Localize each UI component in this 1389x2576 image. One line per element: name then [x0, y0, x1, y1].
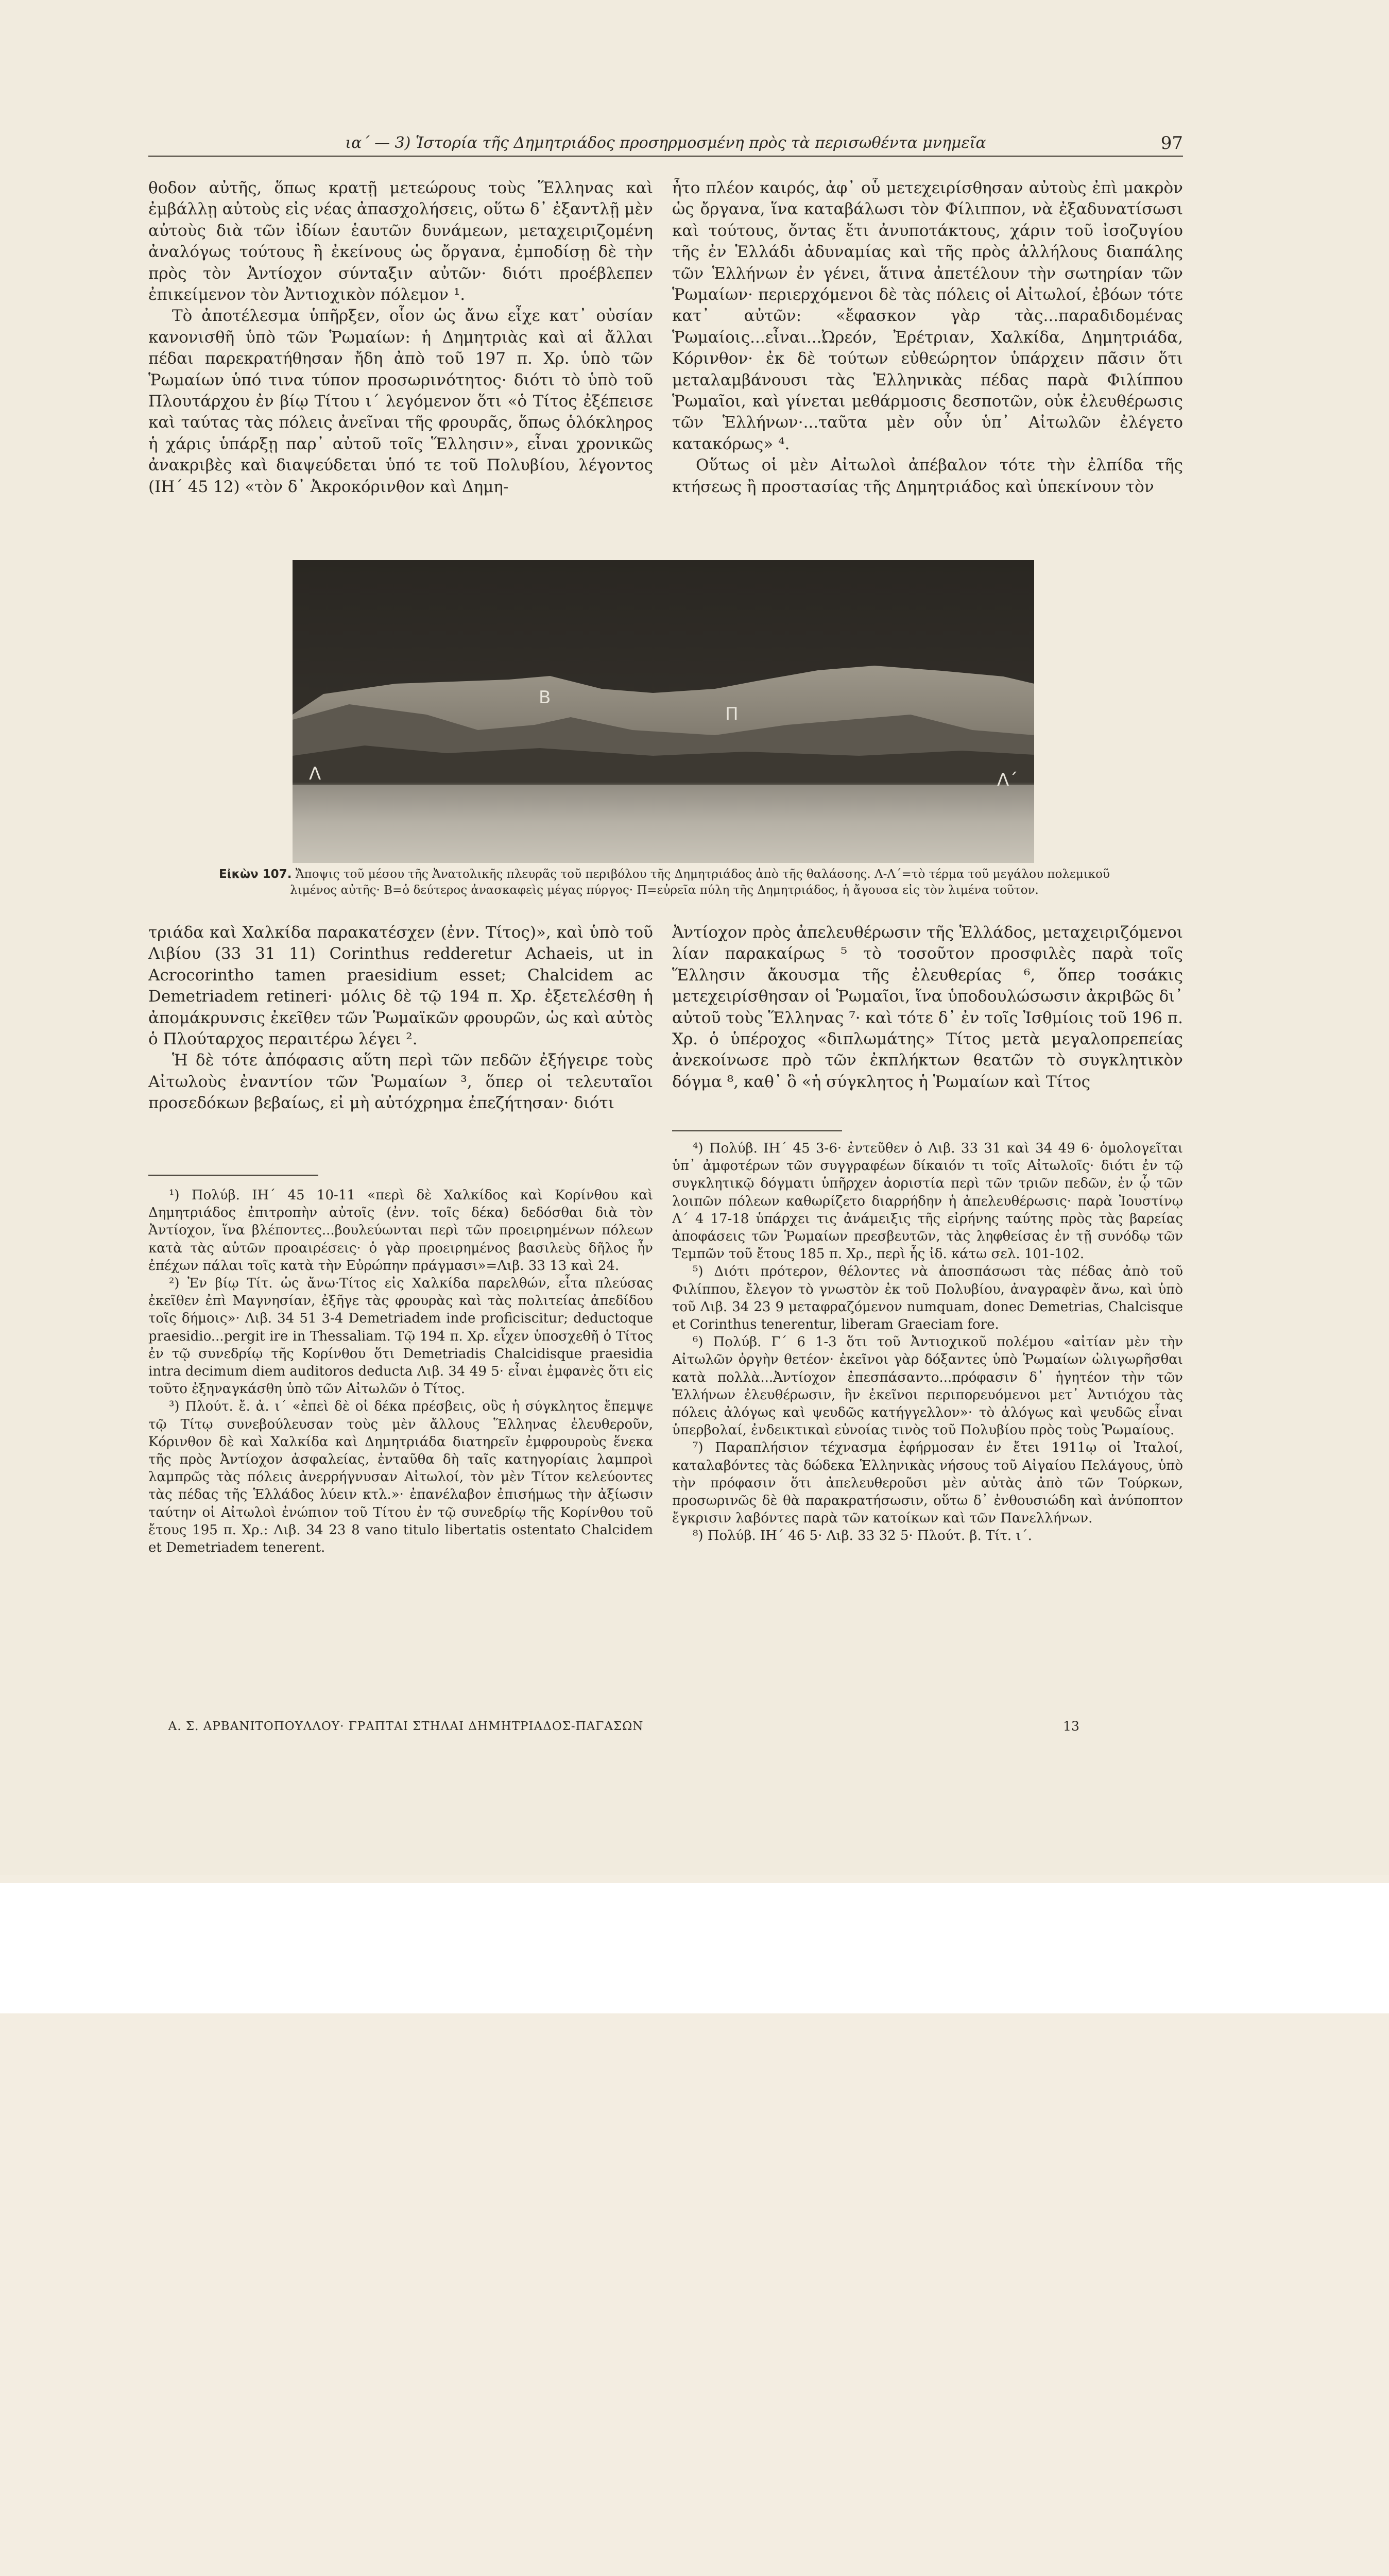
footnote: ⁴) Πολύβ. ΙΗ΄ 45 3-6· ἐντεῦθεν ὁ Λιβ. 33 31 καὶ 34 49 6· ὁμολογεῖται ὑπ᾽ ἀμφοτέρων τῶν συγγραφέων δίκαιόν τι τοῖς Αἰτωλοῖς· διότι ἐν τῷ συγκλητικῷ δόγματι ὑπῆρχεν ἀοριστία περὶ τῶν τριῶν πεδῶν, ἐν ᾧ τῶν λοιπῶν πόλεων καθωρίζετο διαρρήδην ἡ ἀπελευθέρωσις· παρὰ Ἰουστίνῳ Λ΄ 4 17-18 ὑπάρχει τις ἀνάμειξις τῆς εἰρήνης ταύτης πρὸς τὰς βαρείας ἀποφάσεις τῶν Ῥωμαίων πρεσβευτῶν, τὰς ληφθείσας ἐν τῇ συνόδῳ τῶν Τεμπῶν τοῦ ἔτους 185 π. Χρ., περὶ ἧς ἰδ. κάτω σελ. 101-102.	[672, 1141, 1183, 1262]
right-column-lower	[672, 922, 1183, 1128]
caption-label: Εἰκὼν 107.	[219, 868, 292, 881]
right-column-top	[672, 178, 1183, 559]
photo-water	[293, 783, 1034, 863]
paragraph: Οὕτως οἱ μὲν Αἰτωλοὶ ἀπέβαλον τότε τὴν ἐλπίδα τῆς κτήσεως ἢ προστασίας τῆς Δημητριάδος καὶ ὑπεκίνουν τὸν	[672, 456, 1183, 496]
footnote: ¹) Πολύβ. ΙΗ΄ 45 10-11 «περὶ δὲ Χαλκίδος καὶ Κορίνθου καὶ Δημητριάδος ἐπιτροπὴν αὐτοῖς (ἐνν. τοῖς δέκα) δεδόσθαι διὰ τὸν Ἀντίοχον, ἵνα βλέποντες...βουλεύωνται περὶ τῶν προειρημένων πόλεων κατὰ τὰς αὑτῶν προαιρέσεις· ὁ γὰρ προειρημένος βασιλεὺς δῆλος ἦν ἐπέχων πάλαι τοῖς κατὰ τὴν Εὐρώπην πράγμασι»=Λιβ. 33 13 καὶ 24.	[148, 1188, 653, 1274]
running-head: ια΄ — 3) Ἱστορία τῆς Δημητριάδος προσηρμοσμένη πρὸς τὰ περισωθέντα μνημεῖα	[345, 134, 986, 152]
left-column-lower	[148, 922, 653, 1149]
footnote-rule-right	[672, 1130, 842, 1131]
figure-photograph	[293, 560, 1034, 863]
footnote: ⁵) Διότι πρότερον, θέλοντες νὰ ἀποσπάσωσι τὰς πέδας ἀπὸ τοῦ Φιλίππου, ἔλεγον τὸ γνωστὸν ἐκ τοῦ Πολυβίου, ἀναγραφὲν ἄνω, καὶ ὑπὸ τοῦ Λιβ. 34 23 9 μεταφραζόμενον numquam, donec Demetrias, Chalcisque et Corinthus tenerentur, liberam Graeciam fore.	[672, 1264, 1183, 1333]
harbor-photo-svg	[293, 560, 1034, 863]
paragraph: Ἀντίοχον πρὸς ἀπελευθέρωσιν τῆς Ἑλλάδος, μεταχειριζόμενοι λίαν παρακαίρως ⁵ τὸ τοσοῦτον προσφιλὲς παρὰ τοῖς Ἕλλησιν ἄκουσμα τῆς ἐλευθερίας ⁶, ὅπερ τοσάκις μετεχειρίσθησαν οἱ Ῥωμαῖοι, ἵνα ὑποδουλώσωσιν ἀκριβῶς δι᾽ αὐτοῦ τοὺς Ἕλληνας ⁷· καὶ τότε δ᾽ ἐν τοῖς Ἰσθμίοις τοῦ 196 π. Χρ. ὁ ὑπέροχος «διπλωμάτης» Τίτος μετὰ μεγαλοπρεπείας ἀνεκοίνωσε πρὸ τῶν ἐκπλήκτων θεατῶν τὸ συγκλητικὸν δόγμα ⁸, καθ᾽ ὃ «ἡ σύγκλητος ἡ Ῥωμαίων καὶ Τίτος	[672, 923, 1183, 1091]
left-column-top	[148, 178, 653, 559]
footnotes-left	[148, 1187, 653, 1712]
paragraph: ἦτο πλέον καιρός, ἀφ᾽ οὗ μετεχειρίσθησαν αὐτοὺς ἐπὶ μακρὸν ὡς ὄργανα, ἵνα καταβάλωσι τὸν Φίλιππον, νὰ ἐξαδυνατίσωσι καὶ τούτους, ὄντας ἔτι ἀνυποτάκτους, χάριν τοῦ ἰσοζυγίου τῆς ἐν Ἑλλάδι ἀδυναμίας καὶ τῆς πρὸς ἀλλήλους διαπάλης τῶν Ἑλλήνων ἐν γένει, ἅτινα ἀπετέλουν τὴν σωτηρίαν τῶν Ῥωμαίων· περιερχόμενοι δὲ τὰς πόλεις οἱ Αἰτωλοί, ἐβόων τότε κατ᾽ αὐτῶν: «ἔφασκον γὰρ τὰς...παραδιδομένας Ῥωμαίοις...εἶναι...Ὠρεόν, Ἐρέτριαν, Χαλκίδα, Δημητριάδα, Κόρινθον· ἐκ δὲ τούτων εὐθεώρητον ὑπάρχειν πᾶσιν ὅτι μεταλαμβάνουσι τὰς Ἑλληνικὰς πέδας παρὰ Φιλίππου Ῥωμαῖοι, καὶ γίνεται μεθάρμοσις δεσποτῶν, οὐκ ἐλευθέρωσις τῶν Ἑλλήνων·...ταῦτα μὲν οὖν ὑπ᾽ Αἰτωλῶν ἐλέγετο κατακόρως» ⁴.	[672, 179, 1183, 453]
digitization-footer-bar	[0, 1883, 1389, 2013]
footnote: ³) Πλούτ. ἔ. ἀ. ι΄ «ἐπεὶ δὲ οἱ δέκα πρέσβεις, οὓς ἡ σύγκλητος ἔπεμψε τῷ Τίτῳ συνεβούλευσαν τοὺς μὲν ἄλλους Ἕλληνας ἐλευθεροῦν, Κόρινθον δὲ καὶ Χαλκίδα καὶ Δημητριάδα διατηρεῖν ἐμφρουροὺς ἕνεκα τῆς πρὸς Ἀντίοχον ἀσφαλείας, ἐνταῦθα δὴ ταῖς κατηγορίαις λαμπροὶ λαμπρῶς τὰς πόλεις ἀνερρήγνυσαν Αἰτωλοί, τὸν μὲν Τίτον κελεύοντες τὰς πέδας τῆς Ἑλλάδος λύειν κτλ.»· ἐπανέλαβον ἐπισήμως τὴν ἀξίωσιν ταύτην οἱ Αἰτωλοὶ ἐνώπιον τοῦ Τίτου ἐν τῷ συνεδρίῳ τῆς Κορίνθου τοῦ ἔτους 195 π. Χρ.: Λιβ. 34 23 8 vano titulo libertatis ostentato Chalcidem et Demetriadem tenerent.	[148, 1399, 653, 1556]
footnotes-right	[672, 1140, 1183, 1732]
footnote: ²) Ἐν βίῳ Τίτ. ὡς ἄνω·Τίτος εἰς Χαλκίδα παρελθών, εἶτα πλεύσας ἐκεῖθεν ἐπὶ Μαγνησίαν, ἐξῆγε τὰς φρουρὰς καὶ τὰς πολιτείας ἀπεδίδου τοῖς δήμοις»· Λιβ. 34 51 3-4 Demetriadem inde proficiscitur; deductoque praesidio...pergit ire in Thessaliam. Τῷ 194 π. Χρ. εἶχεν ὑποσχεθῆ ὁ Τίτος ἐν τῷ συνεδρίῳ τῆς Κορίνθου ὅτι Demetriadis Chalcidisque praesidia intra decimum diem auditoros deducta Λιβ. 34 49 5· εἶναι ἐμφανὲς ὅτι εἰς τοῦτο ἐξηναγκάσθη ὑπὸ τῶν Αἰτωλῶν ὁ Τίτος.	[148, 1276, 653, 1397]
page-number: 97	[1160, 133, 1183, 154]
paragraph: Τὸ ἀποτέλεσμα ὑπῆρξεν, οἷον ὡς ἄνω εἶχε κατ᾽ οὐσίαν κανονισθῆ ὑπὸ τῶν Ῥωμαίων: ἡ Δημητριὰς καὶ αἱ ἄλλαι πέδαι παρεκρατήθησαν ἤδη ἀπὸ τοῦ 197 π. Χρ. ὑπὸ τῶν Ῥωμαίων ὑπό τινα τύπον προσωρινότητος· διότι τὸ ὑπὸ τοῦ Πλουτάρχου ἐν βίῳ Τίτου ι΄ λεγόμενον ὅτι «ὁ Τίτος ἐξέπεισε καὶ ταύτας τὰς πόλεις ἀνεῖναι τῆς φρουρᾶς, ὅπως ὁλόκληρος ἡ χάρις ὑπάρξῃ παρ᾽ αὐτοῦ τοῖς Ἕλλησιν», εἶναι χρονικῶς ἀνακριβὲς καὶ διαψεύδεται ὑπό τε τοῦ Πολυβίου, λέγοντος (ΙΗ΄ 45 12) «τὸν δ᾽ Ἀκροκόρινθον καὶ Δημη-	[148, 307, 653, 496]
label-harbor-start: Λ	[309, 764, 321, 784]
footnote: ⁷) Παραπλήσιον τέχνασμα ἐφήρμοσαν ἐν ἔτει 1911ῳ οἱ Ἰταλοί, καταλαβόντες τὰς δώδεκα Ἑλληνικὰς νήσους τοῦ Αἰγαίου Πελάγους, ὑπὸ τὴν πρόφασιν ὅτι ἀπελευθεροῦσι μὲν αὐτὰς ἀπὸ τῶν Τούρκων, προσωρινῶς δὲ θὰ παρακρατήσωσιν, οὕτω δ᾽ ἐνθουσιώδη καὶ ἀνύποπτον ἔγκρισιν λαβόντες παρὰ τῶν κατοίκων καὶ τῶν Πανελλήνων.	[672, 1440, 1183, 1527]
paragraph: θοδον αὐτῆς, ὅπως κρατῇ μετεώρους τοὺς Ἕλληνας καὶ ἐμβάλλῃ αὐτοὺς εἰς νέας ἀπασχολήσεις, οὕτω δ᾽ ἐξαντλῇ μὲν αὐτοὺς διὰ τῶν ἰδίων ἑαυτῶν δυνάμεων, μεταχειριζομένη ἀναλόγως τούτους ἢ ἐκείνους ὡς ὄργανα, ἐμποδίσῃ δὲ τὴν πρὸς τὸν Ἀντίοχον σύνταξιν αὐτῶν· διότι προέβλεπεν ἐπικείμενον τὸν Ἀντιοχικὸν πόλεμον ¹.	[148, 179, 653, 304]
caption-text: Ἄποψις τοῦ μέσου τῆς Ἀνατολικῆς πλευρᾶς τοῦ περιβόλου τῆς Δημητριάδος ἀπὸ τῆς θαλάσσης. Λ-Λ΄=τὸ τέρμα τοῦ μεγάλου πολεμικοῦ λιμένος αὐτῆς· Β=ὁ δεύτερος ἀνασκαφεὶς μέγας πύργος· Π=εὐρεῖα πύλη τῆς Δημητριάδος, ἡ ἄγουσα εἰς τὸν λιμένα τοῦτον.	[290, 868, 1110, 897]
paragraph: τριάδα καὶ Χαλκίδα παρακατέσχεν (ἐνν. Τίτος)», καὶ ὑπὸ τοῦ Λιβίου (33 31 11) Corinthus redderetur Achaeis, ut in Acrocorintho tamen praesidium esset; Chalcidem ac Demetriadem retineri· μόλις δὲ τῷ 194 π. Χρ. ἐξετελέσθη ἡ ἀπομάκρυνσις ἐκεῖθεν τῶν Ῥωμαϊκῶν φρουρῶν, ὡς καὶ αὐτὸς ὁ Πλούταρχος περαιτέρω λέγει ².	[148, 923, 653, 1049]
publication-signature: Α. Σ. ΑΡΒΑΝΙΤΟΠΟΥΛΛΟΥ· ΓΡΑΠΤΑΙ ΣΤΗΛΑΙ ΔΗΜΗΤΡΙΑΔΟΣ-ΠΑΓΑΣΩΝ	[168, 1720, 644, 1733]
sheet-number: 13	[1063, 1719, 1079, 1734]
photo-waterline	[293, 783, 1034, 785]
label-tower-b: Β	[539, 687, 551, 708]
footnote-rule-left	[148, 1175, 318, 1176]
label-harbor-end: Λ΄	[997, 770, 1018, 790]
header-rule	[148, 156, 1183, 157]
footnote: ⁶) Πολύβ. Γ΄ 6 1-3 ὅτι τοῦ Ἀντιοχικοῦ πολέμου «αἰτίαν μὲν τὴν Αἰτωλῶν ὀργὴν θετέον· ἐκεῖνοι γὰρ δόξαντες ὑπὸ Ῥωμαίων ὠλιγωρῆσθαι κατὰ πολλὰ...Ἀντίοχον ἐπεσπάσαντο...πρόφασιν δ᾽ ἡγητέον τὴν τῶν Ἑλλήνων ἐλευθέρωσιν, ἣν ἐκεῖνοι περιπορευόμενοι μετ᾽ Ἀντιόχου τὰς πόλεις ἀλόγως καὶ ψευδῶς κατήγγελλον»· τὸ ἀλόγως καὶ ψευδῶς εἶναι ὑπερβολαί, ἐνδεικτικαὶ εὐνοίας τινὸς τοῦ Πολυβίου πρὸς τοὺς Ῥωμαίους.	[672, 1334, 1183, 1438]
label-gate-p: Π	[725, 704, 739, 724]
footnote: ⁸) Πολύβ. ΙΗ΄ 46 5· Λιβ. 33 32 5· Πλούτ. β. Τίτ. ι΄.	[693, 1528, 1032, 1544]
paragraph: Ἡ δὲ τότε ἀπόφασις αὕτη περὶ τῶν πεδῶν ἐξήγειρε τοὺς Αἰτωλοὺς ἐναντίον τῶν Ῥωμαίων ³, ὅπερ οἱ τελευταῖοι προσεδόκων βεβαίως, εἰ μὴ αὐτόχρημα ἐπεζήτησαν· διότι	[148, 1051, 653, 1113]
figure-caption	[216, 867, 1112, 899]
